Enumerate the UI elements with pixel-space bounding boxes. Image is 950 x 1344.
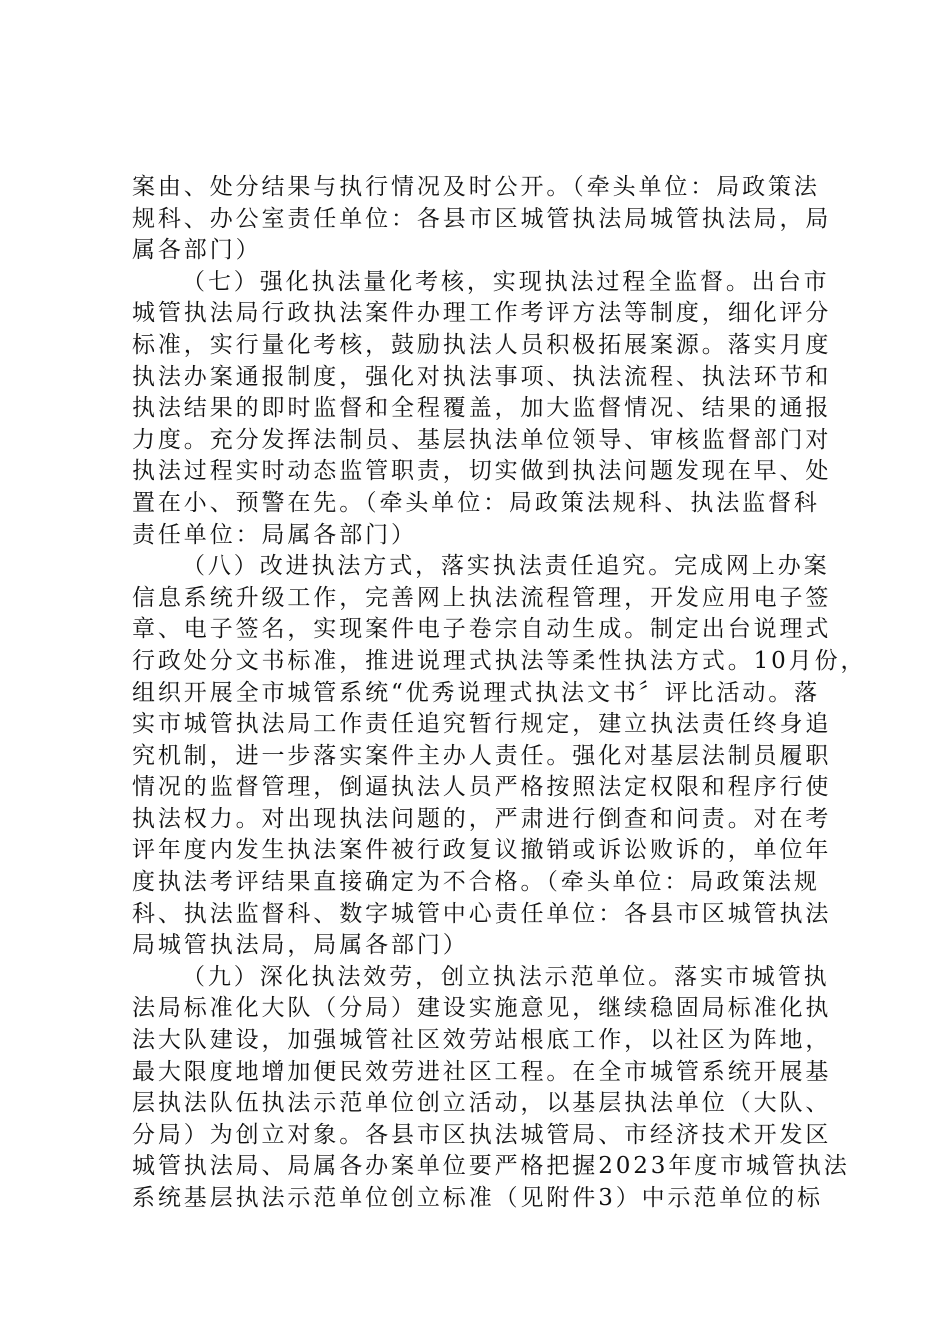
text-line: 最大限度地增加便民效劳进社区工程。在全市城管系统开展基 (132, 1058, 832, 1085)
document-body (132, 172, 867, 1215)
text-line: 分局）为创立对象。各县市区执法城管局、市经济技术开发区 (132, 1121, 832, 1148)
text-line: 属各部门） (132, 237, 262, 264)
text-line: 执法过程实时动态监管职责，切实做到执法问题发现在早、处 (132, 458, 832, 485)
text-line: 局城管执法局，局属各部门） (132, 932, 469, 959)
text-line: 标准，实行量化考核，鼓励执法人员积极拓展案源。落实月度 (132, 331, 832, 358)
text-line: 案由、处分结果与执行情况及时公开。（牵头单位：局政策法 (132, 174, 820, 200)
section-heading-line: （七）强化执法量化考核，实现执法过程全监督。出台市 (182, 268, 830, 295)
text-line: 置在小、预警在先。（牵头单位：局政策法规科、执法监督科 (132, 489, 820, 516)
text-line: 系统基层执法示范单位创立标准（见附件3）中示范单位的标 (132, 1185, 823, 1211)
text-line: 执法办案通报制度，强化对执法事项、执法流程、执法环节和 (132, 363, 832, 390)
text-line: 责任单位：局属各部门） (132, 521, 417, 548)
text-line: 规科、办公室责任单位：各县市区城管执法局城管执法局，局 (132, 205, 832, 232)
text-line: 度执法考评结果直接确定为不合格。（牵头单位：局政策法规 (132, 869, 820, 896)
text-line: 科、执法监督科、数字城管中心责任单位：各县市区城管执法 (132, 900, 832, 927)
text-line: 法大队建设，加强城管社区效劳站根底工作，以社区为阵地， (132, 1027, 832, 1054)
text-line: 究机制，进一步落实案件主办人责任。强化对基层法制员履职 (132, 742, 832, 769)
section-heading-line: （八）改进执法方式，落实执法责任追究。完成网上办案 (182, 553, 830, 580)
text-line: 法局标准化大队（分局）建设实施意见，继续稳固局标准化执 (132, 995, 832, 1022)
section-heading-line: （九）深化执法效劳，创立执法示范单位。落实市城管执 (182, 963, 830, 990)
text-line: 城管执法局行政执法案件办理工作考评方法等制度，细化评分 (132, 300, 832, 327)
text-line: 实市城管执法局工作责任追究暂行规定，建立执法责任终身追 (132, 711, 832, 738)
text-line: 执法结果的即时监督和全程覆盖，加大监督情况、结果的通报 (132, 395, 832, 422)
text-line: 评年度内发生执法案件被行政复议撤销或诉讼败诉的，单位年 (132, 837, 832, 864)
text-line: 组织开展全市城管系统“优秀说理式执法文书〞评比活动。落 (132, 679, 821, 706)
text-line: 信息系统升级工作，完善网上执法流程管理，开发应用电子签 (132, 584, 832, 611)
text-line: 执法权力。对出现执法问题的，严肃进行倒查和问责。对在考 (132, 805, 832, 832)
text-line: 情况的监督管理，倒逼执法人员严格按照法定权限和程序行使 (132, 774, 832, 801)
text-line: 章、电子签名，实现案件电子卷宗自动生成。制定出台说理式 (132, 616, 832, 643)
text-line: 行政处分文书标准，推进说理式执法等柔性执法方式。10月份， (132, 647, 867, 674)
text-line: 城管执法局、局属各办案单位要严格把握2023年度市城管执法 (132, 1153, 850, 1180)
text-line: 力度。充分发挥法制员、基层执法单位领导、审核监督部门对 (132, 426, 832, 453)
text-line: 层执法队伍执法示范单位创立活动，以基层执法单位（大队、 (132, 1090, 832, 1117)
